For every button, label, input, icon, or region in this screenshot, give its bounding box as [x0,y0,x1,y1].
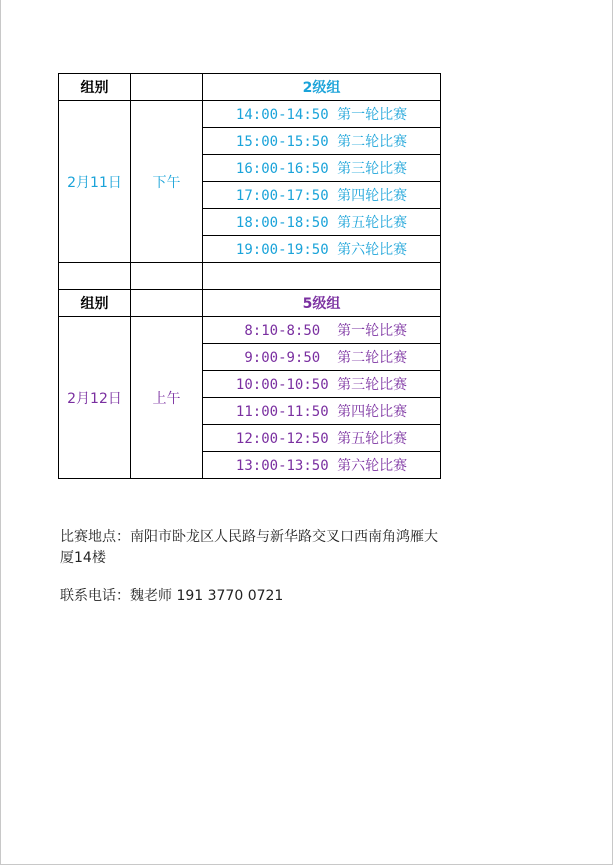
table-row [59,101,441,128]
time-slot: 12:00-12:50 第五轮比赛 [203,425,441,452]
date-cell: 2月12日 [59,317,131,479]
group-name: 5级组 [203,290,441,317]
venue-address: 比赛地点：南阳市卧龙区人民路与新华路交叉口西南角鸿雁大厦14楼 [60,529,438,566]
time-slot: 15:00-15:50 第二轮比赛 [203,128,441,155]
time-slot: 18:00-18:50 第五轮比赛 [203,209,441,236]
time-slot: 17:00-17:50 第四轮比赛 [203,182,441,209]
time-slot: 9:00-9:50 第二轮比赛 [203,344,441,371]
period-cell: 上午 [131,317,203,479]
group-header-label: 组别 [59,290,131,317]
table-row [59,290,441,317]
spacer-row [59,263,441,290]
group-name: 2级组 [203,74,441,101]
empty-header-cell [131,290,203,317]
empty-cell [131,263,203,290]
time-slot: 8:10-8:50 第一轮比赛 [203,317,441,344]
time-slot: 14:00-14:50 第一轮比赛 [203,101,441,128]
schedule-table [58,73,441,479]
period-cell: 下午 [131,101,203,263]
contact-phone: 联系电话：魏老师 191 3770 0721 [60,588,284,604]
date-cell: 2月11日 [59,101,131,263]
empty-cell [59,263,131,290]
group-header-label: 组别 [59,74,131,101]
table-row [59,74,441,101]
time-slot: 19:00-19:50 第六轮比赛 [203,236,441,263]
empty-cell [203,263,441,290]
time-slot: 10:00-10:50 第三轮比赛 [203,371,441,398]
time-slot: 13:00-13:50 第六轮比赛 [203,452,441,479]
time-slot: 11:00-11:50 第四轮比赛 [203,398,441,425]
table-row [59,317,441,344]
time-slot: 16:00-16:50 第三轮比赛 [203,155,441,182]
empty-header-cell [131,74,203,101]
